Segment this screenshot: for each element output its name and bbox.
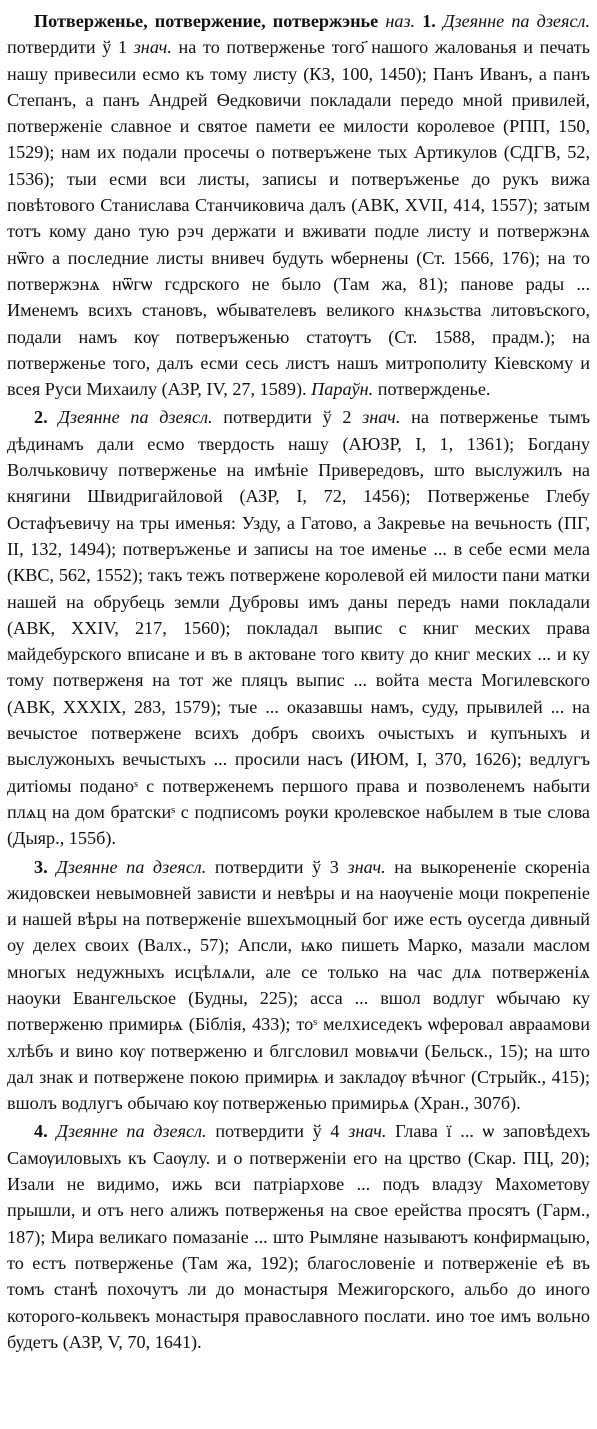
parallel-label: Параўн. (311, 379, 374, 400)
sense-3 (7, 854, 590, 1117)
dictionary-entry (7, 8, 590, 1355)
sense-znach: знач. (347, 856, 386, 877)
sense-number: 1. (422, 11, 436, 31)
sense-znach: знач. (362, 407, 401, 428)
sense-citations: на потверженье тымъ дѣдинамъ дали есмо твердость нашу (АЮЗР, I, 1, 1361); Богдану Волчьковичу потверженье на имѣніе Привередовъ, што выслужилъ на княгини Швидригайловой (АЗР, I, 72, 1456); Потверженье Глебу Остафъевичу на тры именья: Узду, а Гатово, а Закревье на вечьность (ПГ, II, 132, 1494); потверъженье и записы на тое именье ... в себе есми мела (КВС, 562, 1552); такъ тежъ потвержене королевой ей милости пани матки нашей на обрубець земли Дубровы имъ даны передъ нами покладали (АВК, XXIV, 217, 1560); покладал выпис с книг меских права майдебурского вписане и въ в актоване того квиту до книг меских ... и ку тому потверженя на тот же пляцъ выпис ... войта места Могилевского (АВК, XXXIX, 283, 1579); тые ... оказавшы намъ, суду, прывилей ... на вечыстое потвержене всихъ добръ своихъ очыстыхъ и купъныхъ и выслужоныхъ вечыстыхъ ... просили насъ (ИЮМ, I, 370, 1626); ведлугъ дитіомы поданоˢ с потверженемъ першого права и позволенемъ набыти плѧц на дом братскиˢ с подписомъ рѹки кролевское набылем в тые слова (Дыяр., 155б). (7, 407, 591, 849)
sense-citations: Глава ї ... ѡ заповѣдехъ Самѹиловыхъ къ Саѹлу. и о потверженіи его на црство (Скар. ПЦ, 20); Изали не видимо, ижь вси патріархове ... подъ владзу Махометову прышли, и отъ него алижъ потверженья на свое ерейства просятъ (Гарм., 187); Мира великаго помазаніе ... што Рымляне называютъ конфирмацыю, то естъ потверженье (Там жа, 192); благословеніе и потверженіе еѣ въ томъ станѣ похочутъ ли до монастыря Межигорского, альбо до иного которого-кольвекъ монастыря православного послати. ино тое имъ вольно будетъ (АЗР, V, 70, 1641). (7, 1121, 591, 1352)
sense-definition: Дзеянне па дзеясл. (58, 407, 213, 428)
sense-znach: знач. (348, 1121, 387, 1142)
sense-definition: Дзеянне па дзеясл. (56, 1121, 207, 1142)
sense-number: 2. (34, 407, 48, 428)
parallel-word: потвержденье. (377, 379, 491, 400)
sense-1 (7, 8, 590, 402)
sense-verb: потвердити ў 3 (214, 856, 339, 877)
sense-4 (7, 1118, 590, 1355)
headword: Потверженье, потвержение, потвержэнье (34, 11, 379, 31)
sense-definition: Дзеянне па дзеясл. (442, 11, 590, 31)
sense-citations: на выкорененіе скореніа жидовскеи невымовней зависти и невѣры и на наѹченіе моци покрепеніе и нашей вѣры на потверженіе вшехъмоцный бог иже есть оусегда дивный оу делех своих (Валх., 57); Апсли, ѩко пишеть Марко, мазали маслом многых недужныхъ исцѣлѧли, але се только на час длѧ потверженіѧ наоуки Евангельское (Будны, 225); асса ... вшол водлуг ѡбычаю ку потверженю примирѩ (Біблія, 433); тоˢ мелхиседекъ ѡферовал авраамови хлѣбъ и вино кѹ потверженю и блгсловил мовѩчи (Бельск., 15); на што дал знак и потвержене покою примирѩ и закладѹ вѣчног (Стрыйк., 415); вшолъ водлугъ обычаю кѹ потверженью примирьѧ (Хран., 307б). (7, 856, 590, 1114)
sense-znach: знач. (133, 37, 172, 58)
sense-number: 3. (34, 856, 48, 877)
sense-number: 4. (34, 1121, 48, 1142)
part-of-speech: наз. (385, 11, 416, 31)
sense-verb: потвердити ў 4 (215, 1121, 340, 1142)
sense-verb: потвердити ў 1 (7, 37, 128, 58)
sense-definition: Дзеянне па дзеясл. (56, 856, 207, 877)
sense-2 (7, 404, 590, 851)
sense-verb: потвердити ў 2 (223, 407, 352, 428)
sense-citations: на то потверженье того҃ нашого жалованья и печать нашу привесили есмо къ тому листу (КЗ, 100, 1450); Панъ Иванъ, а панъ Степанъ, а панъ Андрей Ѳедковичи покладали передо мной привилей, потверженіе славное и святое памети ее милости королевое (РПП, 150, 1529); нам их подали просечы о потверъжене тых Артикулов (СДГВ, 52, 1536); тыи есми вси листы, записы и потверъженье до рукъ вижа повѣтового Станислава Станчиковича далъ (АВК, XVII, 414, 1557); затым тотъ кому дано тую рэч держати и вживати подле листу и потвержэнѧ нѿго а последние листы внивеч будуть ѡбернены (Ст. 1566, 176); на то потвержэнѧ нѿгѡ гсдрского не было (Там жа, 81); панове рады ... Именемъ всихъ становъ, ѡбывателевъ великого кнѧзьства литовъского, подали намъ кѹ потверъженью статѹтъ (Ст. 1588, прадм.); на потверженье того, далъ есми сесь листъ нашъ митрополиту Кіевскому и всея Руси Михаилу (АЗР, IV, 27, 1589). (7, 37, 591, 400)
